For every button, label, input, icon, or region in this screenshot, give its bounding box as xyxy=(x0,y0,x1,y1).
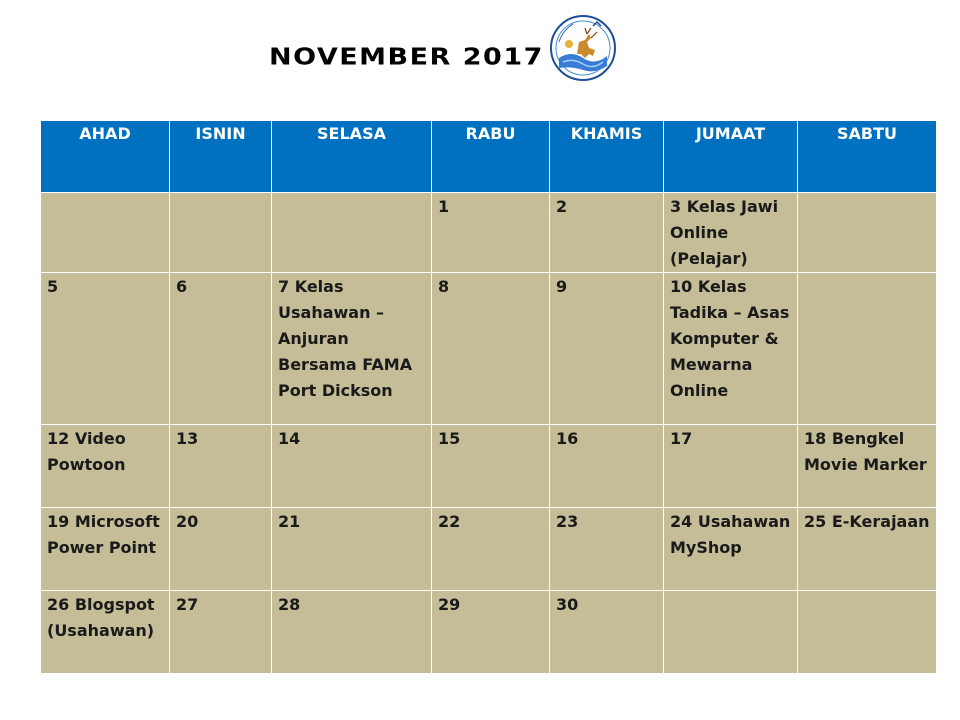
calendar-table xyxy=(40,120,937,674)
day-cell: 6 xyxy=(170,273,272,425)
day-cell: 25 E-Kerajaan xyxy=(798,508,937,591)
header-rabu: RABU xyxy=(432,121,550,193)
day-cell: 24 Usahawan MyShop xyxy=(664,508,798,591)
day-cell: 23 xyxy=(550,508,664,591)
week-row xyxy=(41,425,937,508)
day-cell: 14 xyxy=(272,425,432,508)
header-isnin: ISNIN xyxy=(170,121,272,193)
day-cell: 3 Kelas Jawi Online (Pelajar) xyxy=(664,193,798,273)
day-cell xyxy=(41,193,170,273)
day-cell: 2 xyxy=(550,193,664,273)
week-row xyxy=(41,273,937,425)
day-cell: 26 Blogspot (Usahawan) xyxy=(41,591,170,674)
day-cell: 18 Bengkel Movie Marker xyxy=(798,425,937,508)
day-cell xyxy=(272,193,432,273)
day-cell: 1 xyxy=(432,193,550,273)
page-title: NOVEMBER 2017 xyxy=(269,44,544,71)
header-ahad: AHAD xyxy=(41,121,170,193)
day-cell xyxy=(798,193,937,273)
day-cell xyxy=(664,591,798,674)
day-cell: 10 Kelas Tadika – Asas Komputer & Mewarna Online xyxy=(664,273,798,425)
day-cell: 22 xyxy=(432,508,550,591)
day-cell: 30 xyxy=(550,591,664,674)
day-cell: 16 xyxy=(550,425,664,508)
header-khamis: KHAMIS xyxy=(550,121,664,193)
day-cell: 21 xyxy=(272,508,432,591)
day-cell xyxy=(798,273,937,425)
day-cell: 15 xyxy=(432,425,550,508)
day-cell: 29 xyxy=(432,591,550,674)
day-cell: 28 xyxy=(272,591,432,674)
day-cell: 27 xyxy=(170,591,272,674)
day-cell: 9 xyxy=(550,273,664,425)
week-row xyxy=(41,508,937,591)
day-cell xyxy=(170,193,272,273)
day-cell: 17 xyxy=(664,425,798,508)
day-cell: 8 xyxy=(432,273,550,425)
header-jumaat: JUMAAT xyxy=(664,121,798,193)
week-row xyxy=(41,193,937,273)
day-cell: 20 xyxy=(170,508,272,591)
header-selasa: SELASA xyxy=(272,121,432,193)
weekday-header-row xyxy=(41,121,937,193)
deer-emblem-icon xyxy=(549,14,617,82)
header-sabtu: SABTU xyxy=(798,121,937,193)
day-cell: 7 Kelas Usahawan – Anjuran Bersama FAMA Port Dickson xyxy=(272,273,432,425)
day-cell: 19 Microsoft Power Point xyxy=(41,508,170,591)
day-cell: 5 xyxy=(41,273,170,425)
day-cell: 12 Video Powtoon xyxy=(41,425,170,508)
week-row xyxy=(41,591,937,674)
day-cell: 13 xyxy=(170,425,272,508)
day-cell xyxy=(798,591,937,674)
